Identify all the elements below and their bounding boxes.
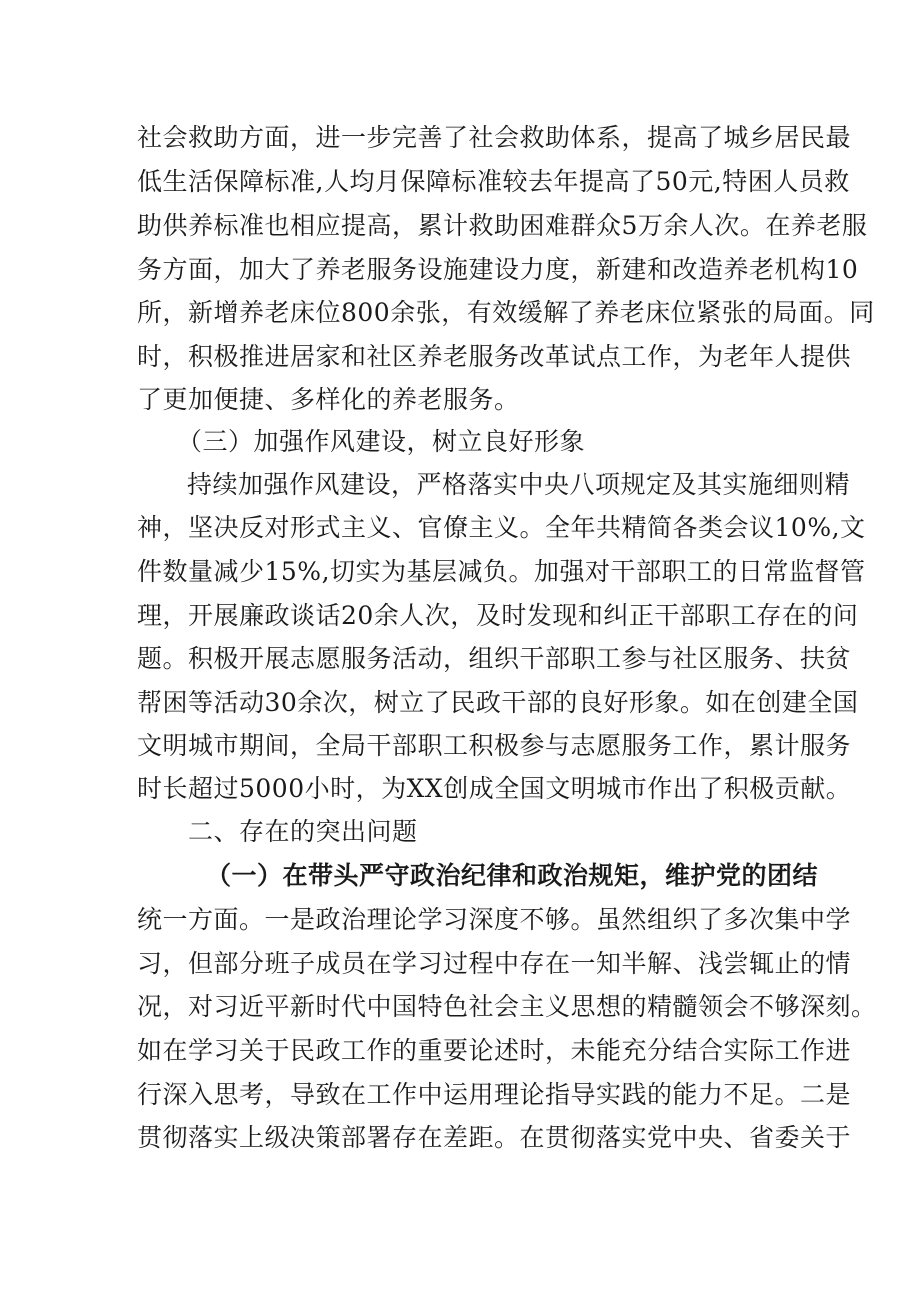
paragraph-line: 题。积极开展志愿服务活动，组织干部职工参与社区服务、扶贫 [137, 644, 852, 673]
paragraph-line: 时，积极推进居家和社区养老服务改革试点工作，为老年人提供 [137, 342, 852, 371]
paragraph-line: 帮困等活动30余次，树立了民政干部的良好形象。如在创建全国 [137, 688, 859, 717]
paragraph-line: 社会救助方面，进一步完善了社会救助体系，提高了城乡居民最 [137, 123, 852, 152]
paragraph-line: 文明城市期间，全局干部职工积极参与志愿服务工作，累计服务 [137, 731, 852, 760]
paragraph-line: 行深入思考，导致在工作中运用理论指导实践的能力不足。二是 [137, 1080, 852, 1109]
paragraph-line: 理，开展廉政谈话20余人次，及时发现和纠正干部职工存在的问 [137, 601, 859, 630]
paragraph-line: 神，坚决反对形式主义、官僚主义。全年共精简各类会议10%,文 [137, 513, 866, 542]
paragraph-line: 低生活保障标准,人均月保障标准较去年提高了50元,特困人员救 [137, 167, 850, 196]
paragraph-line: 统一方面。一是政治理论学习深度不够。虽然组织了多次集中学 [137, 905, 852, 934]
paragraph-line: 件数量减少15%,切实为基层减负。加强对干部职工的日常监督管 [137, 557, 866, 586]
paragraph-line: 持续加强作风建设，严格落实中央八项规定及其实施细则精 [187, 470, 851, 499]
paragraph-line: 况，对习近平新时代中国特色社会主义思想的精髓领会不够深刻。 [137, 992, 877, 1021]
section-heading: 二、存在的突出问题 [188, 817, 418, 846]
paragraph-line: 助供养标准也相应提高，累计救助困难群众5万余人次。在养老服 [137, 211, 868, 240]
paragraph-line: 了更加便捷、多样化的养老服务。 [137, 385, 520, 414]
section-heading: （三）加强作风建设，树立良好形象 [177, 427, 586, 456]
paragraph-line: 务方面，加大了养老服务设施建设力度，新建和改造养老机构10 [137, 255, 859, 284]
subsection-heading: （一）在带头严守政治纪律和政治规矩，维护党的团结 [206, 861, 819, 890]
paragraph-line: 习，但部分班子成员在学习过程中存在一知半解、浅尝辄止的情 [137, 949, 852, 978]
paragraph-line: 如在学习关于民政工作的重要论述时，未能充分结合实际工作进 [137, 1036, 852, 1065]
paragraph-line: 贯彻落实上级决策部署存在差距。在贯彻落实党中央、省委关于 [137, 1123, 852, 1152]
paragraph-line: 所，新增养老床位800余张，有效缓解了养老床位紧张的局面。同 [137, 298, 875, 327]
paragraph-line: 时长超过5000小时，为XX创成全国文明城市作出了积极贡献。 [137, 774, 852, 803]
